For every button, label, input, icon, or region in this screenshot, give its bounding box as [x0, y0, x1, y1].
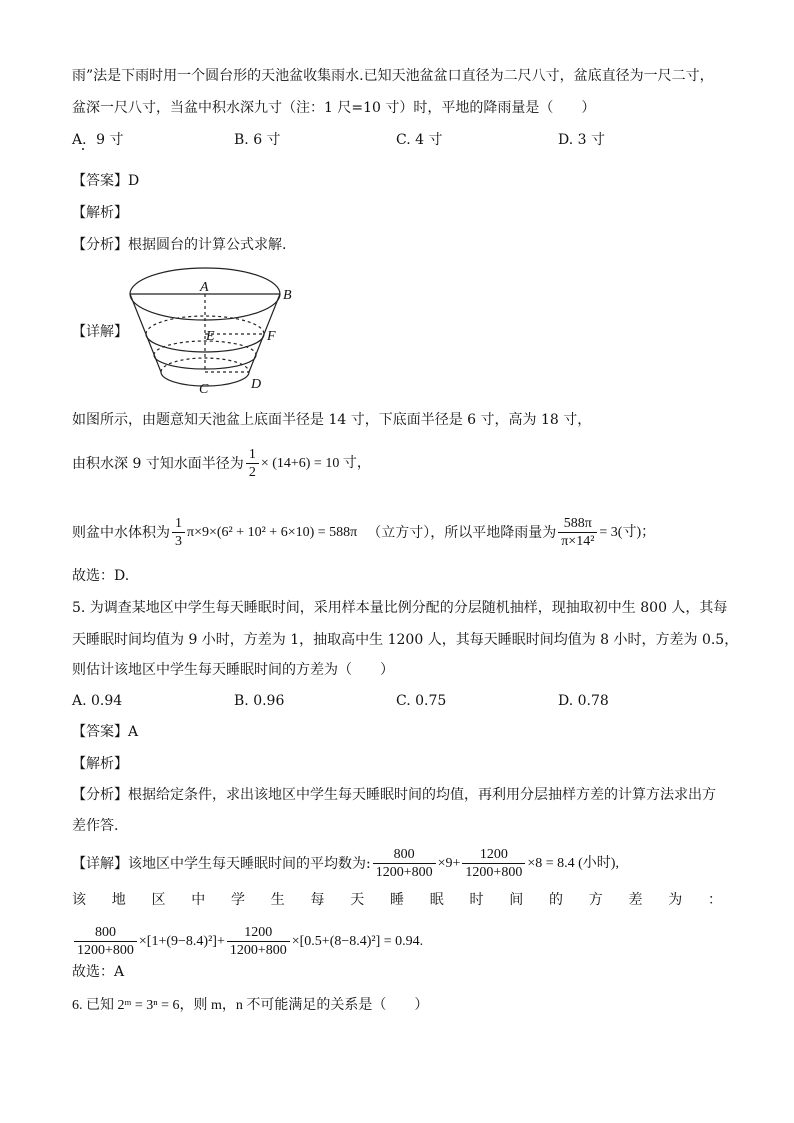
- char: 睡: [390, 892, 404, 908]
- fraction-800-var: [74, 924, 137, 959]
- frac-num: 1200: [227, 924, 290, 942]
- fraction-1200: [462, 846, 525, 881]
- q5-answer: 【答案】A: [72, 724, 139, 740]
- q4-text2-pre: 由积水深 9 寸知水面半径为: [72, 455, 244, 472]
- frac-num: 800: [74, 924, 137, 942]
- char: 天: [350, 892, 365, 908]
- stray-dot: [82, 148, 84, 150]
- label-d: D: [251, 377, 262, 392]
- q4-text2-post: × (14+6) = 10 寸，: [260, 455, 371, 471]
- fraction-rainfall: [558, 515, 597, 550]
- q4-analysis-title: 【解析】: [72, 205, 128, 221]
- frac-den: 1200+800: [375, 865, 433, 880]
- q4-text-line1: 雨”法是下雨时用一个圆台形的天池盆收集雨水.已知天池盆盆口直径为二尺八寸，盆底直径为一尺二寸，: [72, 68, 714, 84]
- label-e: E: [206, 329, 215, 344]
- q5-option-d: D. 0.78: [558, 693, 609, 709]
- frac-den: 3: [175, 534, 182, 549]
- char: 中: [191, 892, 206, 908]
- char: 的: [549, 892, 563, 908]
- q4-text-line2: 盆深一尺八寸，当盆中积水深九寸（注：1 尺=10 寸）时，平地的降雨量是（ ）: [72, 100, 596, 116]
- fraction-one-third: [172, 515, 185, 550]
- q5-analysis-title: 【解析】: [72, 756, 128, 772]
- q4-choose: 故选：D.: [72, 568, 130, 584]
- q5-text-line1: 5. 为调查某地区中学生每天睡眠时间，采用样本量比例分配的分层随机抽样，现抽取初中生 800 人，其每: [72, 600, 728, 616]
- q5-mid1: ×9+: [437, 855, 461, 871]
- frac-den: 1200+800: [229, 943, 287, 958]
- q4-detail-label: 【详解】: [72, 324, 128, 340]
- char: 该: [72, 892, 86, 908]
- q5-text-line2: 天睡眠时间均值为 9 小时，方差为 1，抽取高中生 1200 人，其每天睡眠时间均值为 8 小时，方差为 0.5，: [72, 632, 739, 648]
- char: 方: [588, 892, 603, 908]
- q4-option-c: C. 4 寸: [396, 132, 443, 148]
- q5-option-c: C. 0.75: [396, 693, 447, 709]
- char: 区: [151, 892, 166, 908]
- q4-text3-mid: （立方寸），所以平地降雨量为: [367, 524, 557, 541]
- q4-text2: [72, 446, 371, 481]
- frac-den: 1200+800: [77, 943, 134, 958]
- q5-option-b: B. 0.96: [234, 693, 285, 709]
- fraction-one-half: [246, 446, 259, 481]
- q4-analysis-fenxi: 【分析】根据圆台的计算公式求解.: [72, 237, 287, 253]
- char: 地: [111, 892, 126, 908]
- frac-den: π×14²: [561, 534, 595, 549]
- frustum-figure: [126, 262, 296, 398]
- char: 为: [668, 892, 683, 908]
- q5-fenxi-line2: 差作答.: [72, 818, 119, 834]
- q5-option-a: A. 0.94: [72, 693, 123, 709]
- frac-num: 800: [373, 846, 436, 864]
- fraction-800: [373, 846, 436, 881]
- q5-fenxi-line1: 【分析】根据给定条件，求出该地区中学生每天睡眠时间的均值，再利用分层抽样方差的计算方法求出方: [72, 787, 716, 803]
- char: 学: [231, 892, 245, 908]
- volume-expression: π×9×(6² + 10² + 6×10) = 588π: [187, 524, 358, 540]
- q5-text-line3: 则估计该地区中学生每天睡眠时间的方差为（ ）: [72, 662, 394, 678]
- q4-text3-post: = 3(寸)；: [599, 524, 656, 540]
- q5-v1-expr: ×[1+(9−8.4)²]+: [138, 933, 225, 949]
- char: ：: [708, 892, 722, 908]
- q4-answer: 【答案】D: [72, 173, 140, 189]
- char: 时: [469, 892, 484, 908]
- q5-detail-mean: [72, 846, 619, 881]
- q4-text3-pre: 则盆中水体积为: [72, 524, 170, 541]
- frac-num: 588π: [558, 515, 597, 533]
- q5-v2-expr: ×[0.5+(8−8.4)²] = 0.94.: [291, 933, 424, 949]
- frac-num: 1200: [462, 846, 525, 864]
- q6-text-line1: 6. 已知 2ᵐ = 3ⁿ = 6，则 m，n 不可能满足的关系是（ ）: [72, 998, 429, 1013]
- q4-text1: 如图所示，由题意知天池盆上底面半径是 14 寸，下底面半径是 6 寸，高为 18 寸，: [72, 412, 592, 428]
- char: 生: [270, 892, 285, 908]
- q5-variance-heading: [72, 890, 722, 910]
- q4-text3: [72, 515, 655, 550]
- frac-den: 1200+800: [465, 865, 523, 880]
- q4-option-a: A．9 寸: [72, 132, 124, 148]
- q4-option-d: D. 3 寸: [558, 132, 605, 148]
- frac-num: 1: [172, 515, 185, 533]
- q5-choose: 故选：A: [72, 964, 125, 980]
- label-c: C: [199, 382, 209, 397]
- q5-detail-pre: 【详解】该地区中学生每天睡眠时间的平均数为:: [72, 855, 371, 872]
- label-a: A: [200, 280, 209, 295]
- char: 间: [509, 892, 524, 908]
- q4-option-b: B. 6 寸: [234, 132, 281, 148]
- q5-variance-formula: [72, 924, 423, 959]
- fraction-1200-var: [227, 924, 290, 959]
- label-f: F: [267, 329, 276, 344]
- label-b: B: [283, 288, 292, 303]
- char: 每: [310, 892, 325, 908]
- char: 差: [628, 892, 643, 908]
- q5-mid2: ×8 = 8.4 (小时),: [527, 855, 619, 871]
- char: 眠: [429, 892, 444, 908]
- frac-den: 2: [248, 465, 256, 480]
- frac-num: 1: [246, 446, 259, 464]
